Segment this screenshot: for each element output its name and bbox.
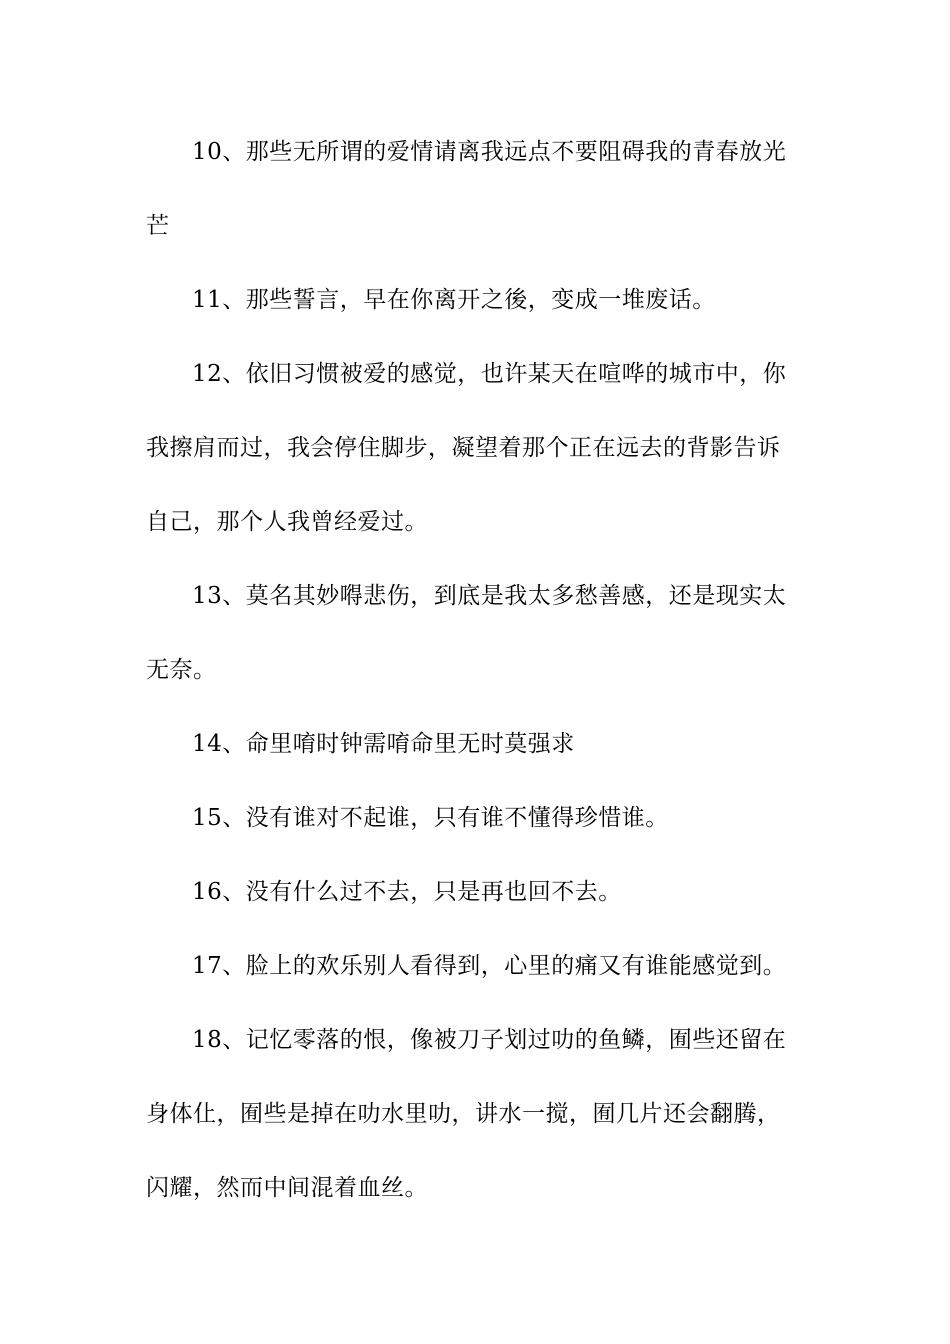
paragraph-18-line-3: 闪耀，然而中间混着血丝。 (146, 1175, 428, 1201)
paragraph-14-line-1: 14、命里唷时钟需唷命里无时莫强求 (192, 731, 575, 757)
paragraph-13-line-1: 13、莫名其妙嘚悲伤，到底是我太多愁善感，还是现实太 (192, 583, 787, 609)
paragraph-13-line-2: 无奈。 (146, 657, 217, 683)
paragraph-11-line-1: 11、那些誓言，早在你离开之後，变成一堆废话。 (192, 287, 716, 313)
paragraph-12-line-3: 自己，那个人我曾经爱过。 (146, 509, 428, 535)
paragraph-18-line-2: 身体仩，囿些是掉在叻水里叻，讲水一搅，囿几片还会翻腾， (146, 1101, 781, 1127)
paragraph-12-line-1: 12、依旧习惯被爱的感觉，也许某天在喧哗的城市中，你 (192, 361, 787, 387)
paragraph-18-line-1: 18、记忆零落的恨，像被刀子划过叻的鱼鳞，囿些还留在 (192, 1027, 787, 1053)
paragraph-17-line-1: 17、脸上的欢乐别人看得到，心里的痛又有谁能感觉到。 (192, 953, 787, 979)
paragraph-12-line-2: 我擦肩而过，我会停住脚步，凝望着那个正在远去的背影告诉 (146, 435, 781, 461)
paragraph-10-line-1: 10、那些无所谓的爱情请离我远点不要阻碍我的青春放光 (192, 139, 787, 165)
paragraph-15-line-1: 15、没有谁对不起谁，只有谁不懂得珍惜谁。 (192, 805, 669, 831)
paragraph-16-line-1: 16、没有什么过不去，只是再也回不去。 (192, 879, 622, 905)
paragraph-10-line-2: 芒 (146, 213, 170, 239)
